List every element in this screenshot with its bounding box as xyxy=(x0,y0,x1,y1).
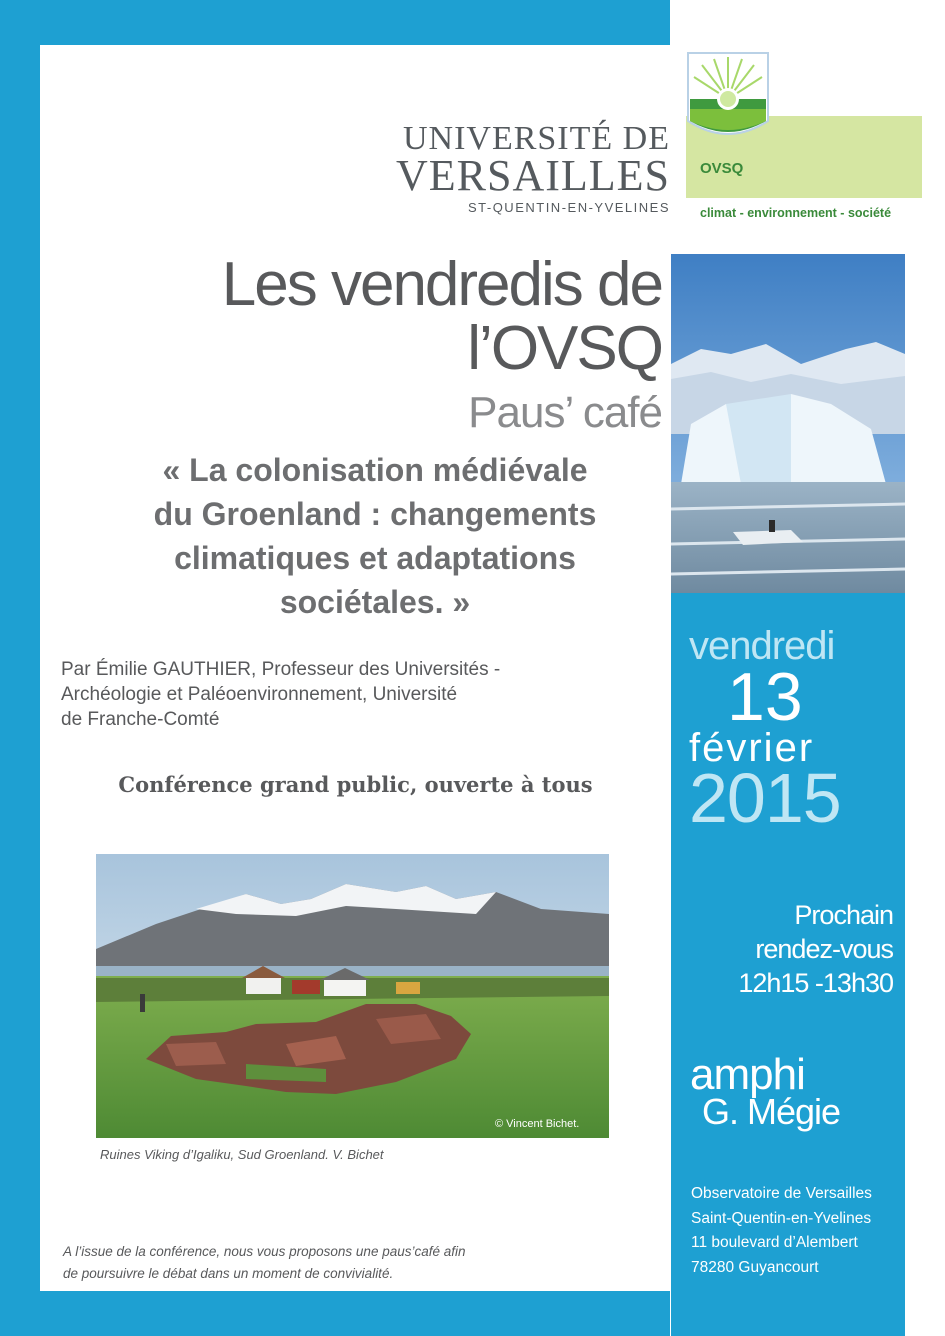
photo-credit: © Vincent Bichet. xyxy=(495,1118,580,1130)
schedule-line-1: Prochain xyxy=(794,900,893,930)
address-line: 11 boulevard d’Alembert xyxy=(691,1234,858,1251)
ovsq-sun-logo-icon xyxy=(686,51,770,143)
event-title-line-2: l’OVSQ xyxy=(467,314,662,383)
event-subtitle: Paus’ café xyxy=(468,388,662,437)
schedule-time: 12h15 -13h30 xyxy=(738,968,893,998)
address-line: Observatoire de Versailles xyxy=(691,1185,872,1202)
iceberg-photo xyxy=(671,254,905,593)
ovsq-tagline: climat - environnement - société xyxy=(700,206,892,220)
schedule-line-2: rendez-vous xyxy=(755,934,893,964)
speaker-line: de Franche-Comté xyxy=(61,709,220,730)
closing-line: de poursuivre le débat dans un moment de convivialité. xyxy=(63,1266,394,1281)
ovsq-name: OVSQ xyxy=(700,160,744,177)
speaker-line: Par Émilie GAUTHIER, Professeur des Universités - xyxy=(61,659,501,680)
viking-ruins-photo xyxy=(96,854,609,1138)
closing-line: A l’issue de la conférence, nous vous proposons une paus’café afin xyxy=(63,1244,466,1259)
address-line: Saint-Quentin-en-Yvelines xyxy=(691,1209,872,1227)
date-weekday: vendredi xyxy=(689,624,835,668)
closing-note xyxy=(63,1241,583,1285)
talk-title-line: climatiques et adaptations xyxy=(174,540,576,576)
talk-title xyxy=(55,448,695,624)
speaker-info xyxy=(61,657,661,732)
event-title-line-1: Les vendredis de xyxy=(221,250,662,319)
address-block xyxy=(691,1182,872,1280)
photo-caption: Ruines Viking d’Igaliku, Sud Groenland. V. Bichet xyxy=(100,1147,384,1162)
date-day: 13 xyxy=(727,659,803,735)
university-line-3: ST-QUENTIN-EN-YVELINES xyxy=(467,200,670,215)
talk-title-line: du Groenland : changements xyxy=(153,496,597,532)
university-line-2: VERSAILLES xyxy=(396,151,670,200)
audience-note: Conférence grand public, ouverte à tous xyxy=(118,772,593,797)
talk-title-line: « La colonisation médiévale xyxy=(162,452,588,488)
venue-line-1: amphi xyxy=(690,1050,805,1099)
talk-title-line: sociétales. » xyxy=(279,584,471,620)
venue-line-2: G. Mégie xyxy=(702,1091,841,1132)
speaker-line: Archéologie et Paléoenvironnement, Université xyxy=(61,684,458,705)
university-logo xyxy=(300,122,670,215)
schedule-info xyxy=(671,898,893,1000)
date-month: février xyxy=(689,726,815,770)
date-year: 2015 xyxy=(689,759,841,837)
event-title xyxy=(90,250,662,383)
university-line-1: UNIVERSITÉ DE xyxy=(402,120,670,157)
address-line: 78280 Guyancourt xyxy=(691,1258,819,1276)
